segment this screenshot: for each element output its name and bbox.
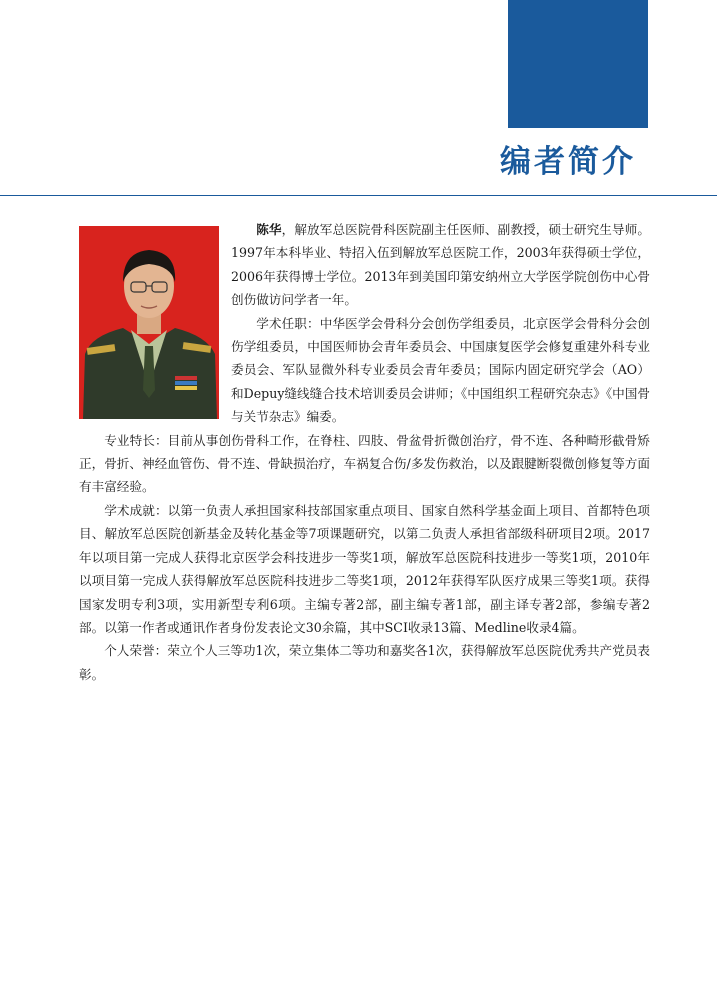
bio-achievements: 学术成就：以第一负责人承担国家科技部国家重点项目、国家自然科学基金面上项目、首都特色项目、解放军总医院创新基金及转化基金等7项课题研究，以第二负责人承担省部级科研项目2项。2017年以项目第一完成人获得北京医学会科技进步一等奖1项，解放军总医院科技进步一等奖1项，2010年以项目第一完成人获得解放军总医院科技进步二等奖1项，2012年获得军队医疗成果三等奖1项。获得国家发明专利3项，实用新型专利6项。主编专著2部，副主编专著1部，副主译专著2部，参编专著2部。以第一作者或通讯作者身份发表论文30余篇，其中SCI收录13篇、Medline收录4篇。 (79, 502, 650, 635)
bio-honors: 个人荣誉：荣立个人三等功1次，荣立集体二等功和嘉奖各1次，获得解放军总医院优秀共产党员表彰。 (79, 643, 650, 682)
header-accent-block (508, 0, 648, 128)
author-bio (79, 218, 650, 686)
bio-specialty: 专业特长：目前从事创伤骨科工作，在脊柱、四肢、骨盆骨折微创治疗，骨不连、各种畸形截骨矫正，骨折、神经血管伤、骨不连、骨缺损治疗，车祸复合伤/多发伤救治，以及跟腱断裂微创修复等方面有丰富经验。 (79, 432, 650, 495)
bio-intro-text: ，解放军总医院骨科医院副主任医师、副教授，硕士研究生导师。1997年本科毕业、特招入伍到解放军总医院工作，2003年获得硕士学位，2006年获得博士学位。2013年到美国印第安纳州立大学医学院创伤中心骨创伤做访问学者一年。 (231, 222, 651, 308)
author-name: 陈华 (256, 222, 282, 237)
bio-positions: 学术任职：中华医学会骨科分会创伤学组委员，北京医学会骨科分会创伤学组委员，中国医师协会青年委员会、中国康复医学会修复重建外科专业委员会、军队显微外科专业委员会青年委员；国际内固定研究学会（AO）和Depuy缝线缝合技术培训委员会讲师；《中国组织工程研究杂志》《中国骨与关节杂志》编委。 (231, 315, 650, 425)
portrait-spacer (79, 218, 231, 423)
title-divider (0, 195, 717, 196)
page-title: 编者简介 (500, 144, 636, 180)
